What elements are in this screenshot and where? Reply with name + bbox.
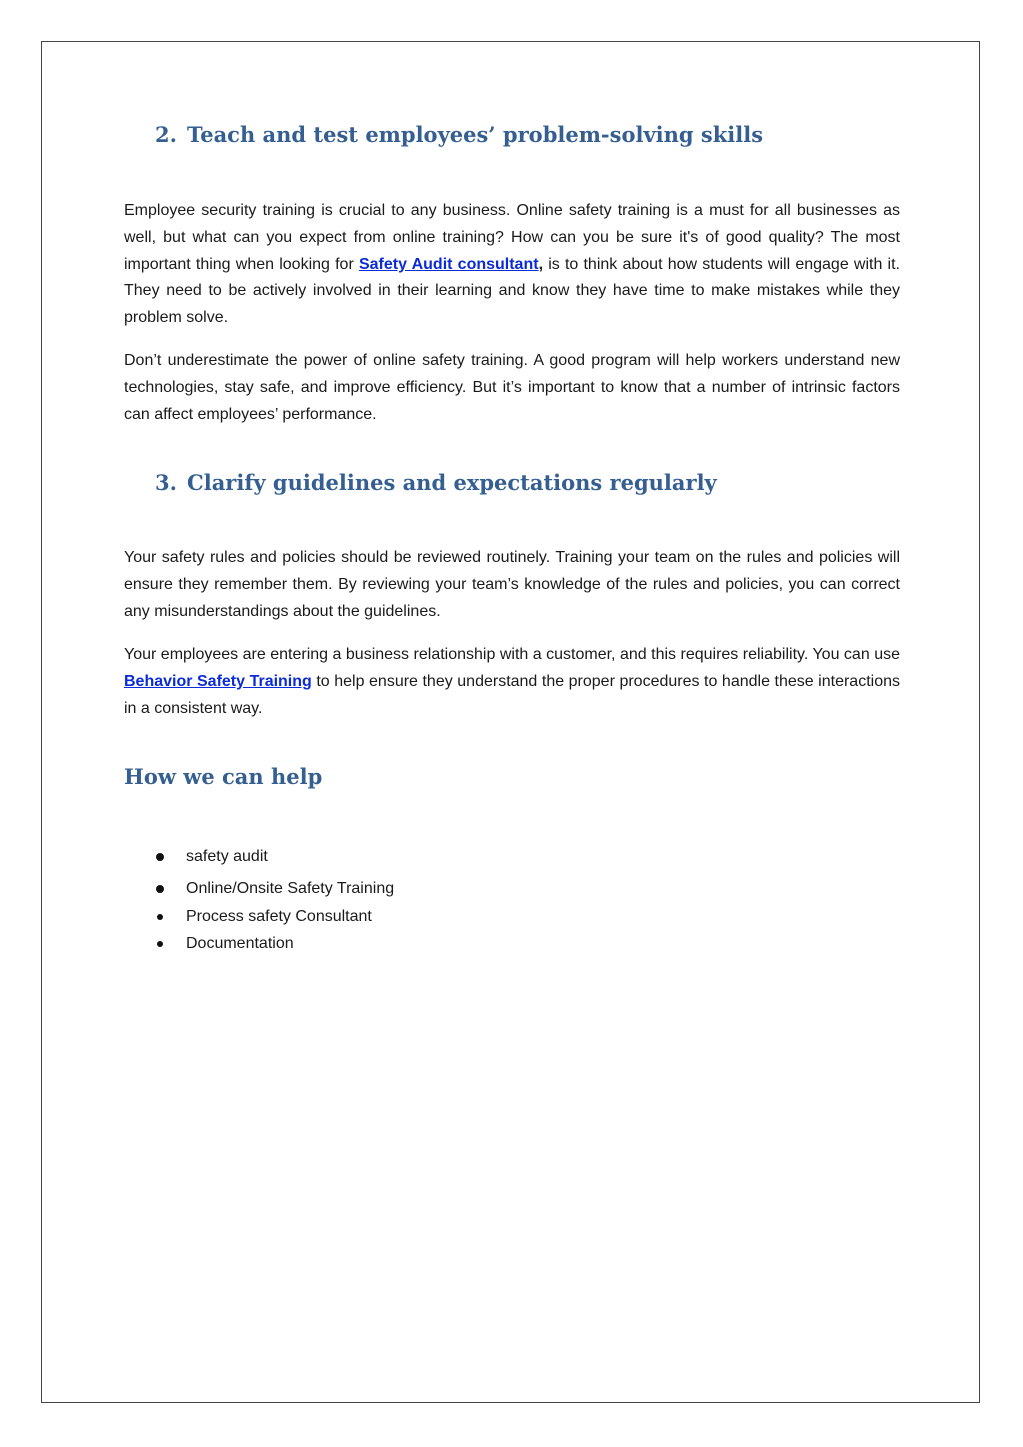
bullet-icon [156, 885, 164, 893]
section-2-title: Teach and test employees’ problem-solving skills [187, 122, 764, 147]
bullet-icon [157, 914, 163, 920]
list-item-label: Documentation [186, 935, 294, 952]
section-2-paragraph-1 [124, 198, 900, 332]
section-2-paragraph-1-comma: , [538, 255, 544, 273]
section-3-heading [155, 470, 717, 495]
section-3-paragraph-2 [124, 642, 900, 722]
section-3-paragraph-2-text-a: Your employees are entering a business relationship with a customer, and this requires reliability. You can use [124, 646, 900, 663]
safety-audit-consultant-link[interactable]: Safety Audit consultant [358, 255, 539, 273]
section-3-number: 3. [155, 470, 177, 495]
section-2-paragraph-2: Don’t underestimate the power of online safety training. A good program will help workers understand new technologies, stay safe, and improve efficiency. But it’s important to know that a number of intrinsic factors can affect employees’ performance. [124, 352, 900, 423]
bullet-icon [157, 941, 163, 947]
list-item-label: safety audit [186, 848, 268, 865]
section-3-paragraph-1: Your safety rules and policies should be reviewed routinely. Training your team on the rules and policies will ensure they remember them. By reviewing your team’s knowledge of the rules and policies, you can correct any misunderstandings about the guidelines. [124, 549, 900, 620]
list-item-label: Online/Onsite Safety Training [186, 880, 395, 897]
section-2-paragraph-1-text-a: Employee security training is crucial to any business. Online safety training is a must for all businesses as well, but what can you expect from online training? How can you be sure it's of good quality? The most important thing when looking for [124, 202, 900, 273]
section-3-title: Clarify guidelines and expectations regularly [187, 470, 717, 495]
section-3-paragraph-2-text-b: to help ensure they understand the proper procedures to handle these interactions in a consistent way. [124, 672, 901, 717]
section-2-number: 2. [155, 122, 177, 147]
help-heading: How we can help [124, 764, 323, 789]
section-2-heading [155, 122, 763, 147]
behavior-safety-training-link[interactable]: Behavior Safety Training [124, 672, 312, 690]
section-2-paragraph-1-text-b: is to think about how students will engage with it. They need to be actively involved in their learning and know they have time to make mistakes while they problem solve. [124, 255, 901, 327]
list-item-label: Process safety Consultant [186, 908, 372, 925]
bullet-icon [156, 853, 164, 861]
